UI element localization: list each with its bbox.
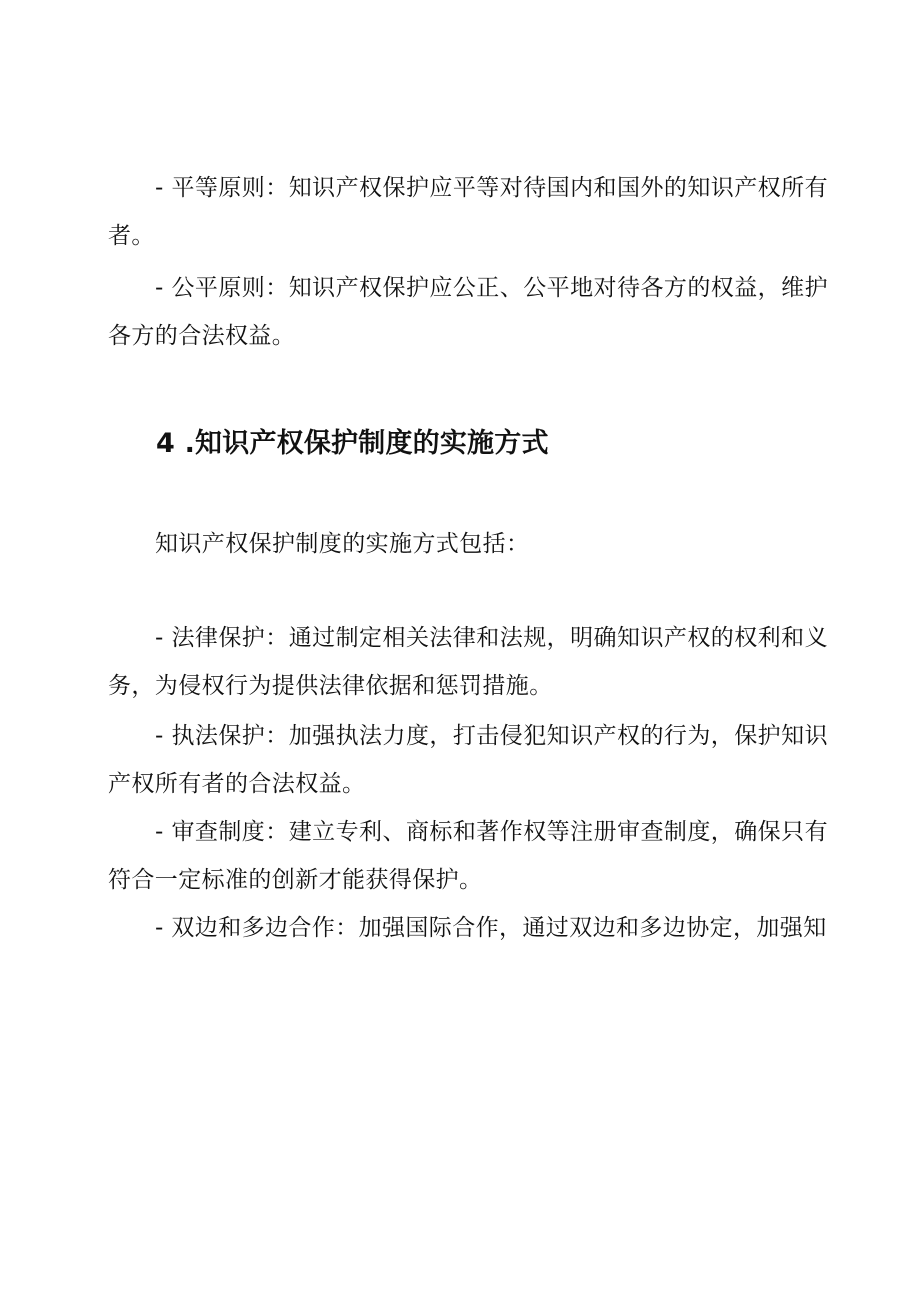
paragraph-equality-principle: - 平等原则：知识产权保护应平等对待国内和国外的知识产权所有者。: [108, 175, 828, 249]
paragraph-fairness-principle: - 公平原则：知识产权保护应公正、公平地对待各方的权益，维护各方的合法权益。: [108, 275, 828, 349]
paragraph-intro: 知识产权保护制度的实施方式包括：: [155, 531, 530, 557]
list-item-cooperation: - 双边和多边合作：加强国际合作，通过双边和多边协定，加强知: [155, 915, 827, 941]
list-item-enforcement-protection: - 执法保护：加强执法力度，打击侵犯知识产权的行为，保护知识产权所有者的合法权益。: [108, 723, 828, 797]
section-heading: 4 .知识产权保护制度的实施方式: [156, 428, 549, 459]
list-item-review-system: - 审查制度：建立专利、商标和著作权等注册审查制度，确保只有符合一定标准的创新才能获得保护。: [108, 819, 828, 893]
list-item-legal-protection: - 法律保护：通过制定相关法律和法规，明确知识产权的权利和义务，为侵权行为提供法律依据和惩罚措施。: [108, 625, 828, 699]
